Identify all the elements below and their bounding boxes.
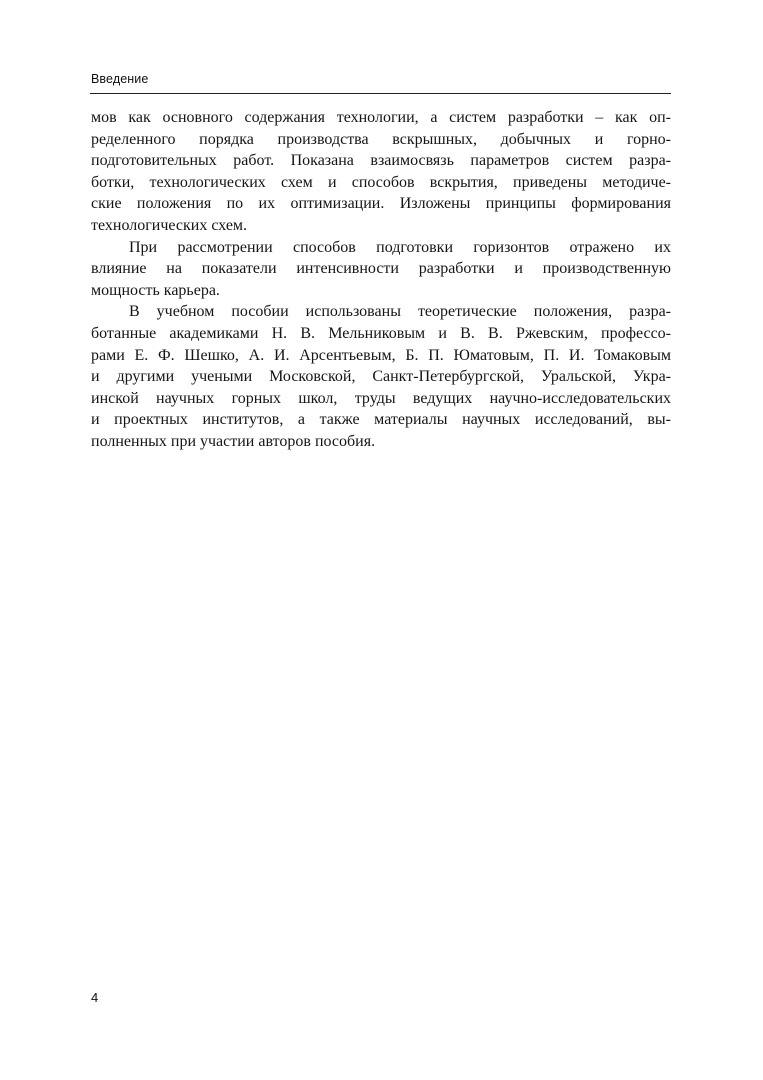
page-number: 4 <box>91 990 99 1005</box>
text-line: мов как основного содержания технологии, а систем разработки – как оп- <box>91 109 671 126</box>
text-line: ботки, технологических схем и способов вскрытия, приведены методиче- <box>91 173 671 191</box>
text-line: При рассмотрении способов подготовки горизонтов отражено их <box>129 238 671 256</box>
text-line: и проектных институтов, а также материалы научных исследований, вы- <box>91 411 671 429</box>
text-line: ские положения по их оптимизации. Изложены принципы формирования <box>91 195 671 213</box>
text-line: и другими учеными Московской, Санкт-Петербургской, Уральской, Укра- <box>91 368 671 386</box>
paragraph <box>91 237 671 302</box>
header-rule <box>90 93 671 94</box>
text-line: рами Е. Ф. Шешко, А. И. Арсентьевым, Б. П. Юматовым, П. И. Томаковым <box>91 346 671 364</box>
text-line: инской научных горных школ, труды ведущих научно-исследовательских <box>91 389 671 407</box>
text-line: ботанные академиками Н. В. Мельниковым и В. В. Ржевским, профессо- <box>91 324 671 342</box>
text-line: технологических схем. <box>91 216 248 234</box>
paragraph <box>91 301 671 452</box>
text-line: мощность карьера. <box>91 281 220 299</box>
text-line: влияние на показатели интенсивности разработки и производственную <box>91 260 671 278</box>
text-line: В учебном пособии использованы теоретические положения, разра- <box>129 303 671 321</box>
text-line: ределенного порядка производства вскрышных, добычных и горно- <box>91 130 671 148</box>
running-head-title: Введение <box>91 72 149 86</box>
text-line: полненных при участии авторов пособия. <box>91 432 376 450</box>
body-text <box>91 107 671 453</box>
text-line: подготовительных работ. Показана взаимосвязь параметров систем разра- <box>91 152 671 170</box>
paragraph <box>91 107 671 237</box>
